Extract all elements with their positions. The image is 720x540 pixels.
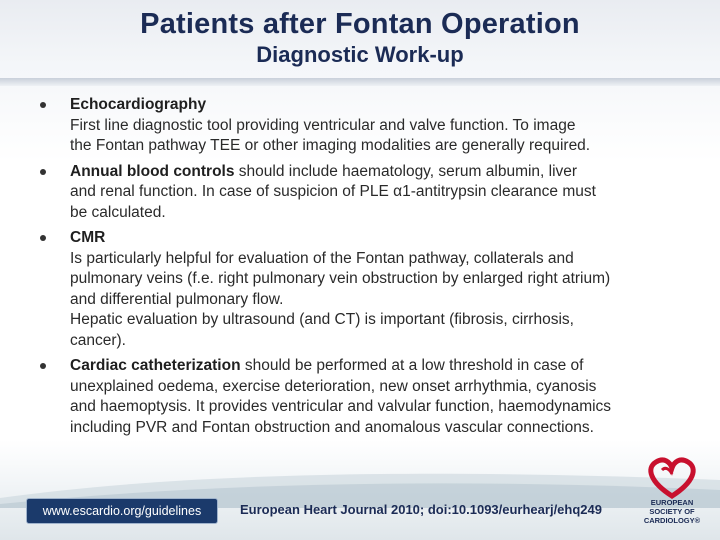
bullet-list <box>34 95 700 443</box>
logo-text-line: EUROPEAN <box>650 498 694 507</box>
bullet-line: and renal function. In case of suspicion of PLE α1-antitrypsin clearance must <box>70 183 596 200</box>
bullet-heading: Cardiac catheterization <box>70 357 241 374</box>
logo-text-line: SOCIETY OF <box>649 507 695 516</box>
slide-title: Patients after Fontan Operation <box>140 8 580 40</box>
bullet-line: be calculated. <box>70 203 166 221</box>
bullet-inline-text: should be performed at a low threshold in case of <box>240 357 584 374</box>
slide-subtitle: Diagnostic Work-up <box>256 42 464 67</box>
bullet-line: cancer). <box>70 331 126 349</box>
bullet-echocardiography <box>34 95 700 157</box>
bullet-line: and haemoptysis. It provides ventricular and valvular function, haemodynamics <box>70 398 612 415</box>
slide-header <box>0 0 720 78</box>
bullet-heading: CMR <box>70 229 106 246</box>
bullet-line: First line diagnostic tool providing ventricular and valve function. To image <box>70 116 576 134</box>
bullet-line: and differential pulmonary flow. <box>70 290 284 308</box>
bullet-line: pulmonary veins (f.e. right pulmonary vein obstruction by enlarged right atrium) <box>70 270 611 287</box>
bullet-line: including PVR and Fontan obstruction and anomalous vascular connections. <box>70 418 594 436</box>
bullet-cardiac-catheterization <box>34 356 700 438</box>
bullet-heading: Annual blood controls <box>70 162 235 180</box>
bullet-line: Hepatic evaluation by ultrasound (and CT) is important (fibrosis, cirrhosis, <box>70 311 574 328</box>
bullet-cmr <box>34 228 700 351</box>
bullet-dot-icon <box>40 363 46 369</box>
bullet-line: the Fontan pathway TEE or other imaging modalities are generally required. <box>70 137 591 154</box>
bullet-dot-icon <box>40 102 46 108</box>
journal-citation: European Heart Journal 2010; doi:10.1093/eurhearj/ehq249 <box>240 502 602 517</box>
bullet-dot-icon <box>40 169 46 175</box>
esc-logo-text <box>628 498 716 525</box>
bullet-heading: Echocardiography <box>70 96 207 113</box>
bullet-line: unexplained oedema, exercise deterioration, new onset arrhythmia, cyanosis <box>70 377 597 395</box>
bullet-dot-icon <box>40 235 46 241</box>
guidelines-link[interactable]: www.escardio.org/guidelines <box>26 498 218 524</box>
logo-text-line: CARDIOLOGY® <box>643 516 701 525</box>
title-divider <box>0 78 720 86</box>
bullet-annual-blood-controls <box>34 162 700 224</box>
bullet-inline-text: should include haematology, serum albumin, liver <box>234 162 578 180</box>
bullet-line: Is particularly helpful for evaluation of the Fontan pathway, collaterals and <box>70 249 574 267</box>
